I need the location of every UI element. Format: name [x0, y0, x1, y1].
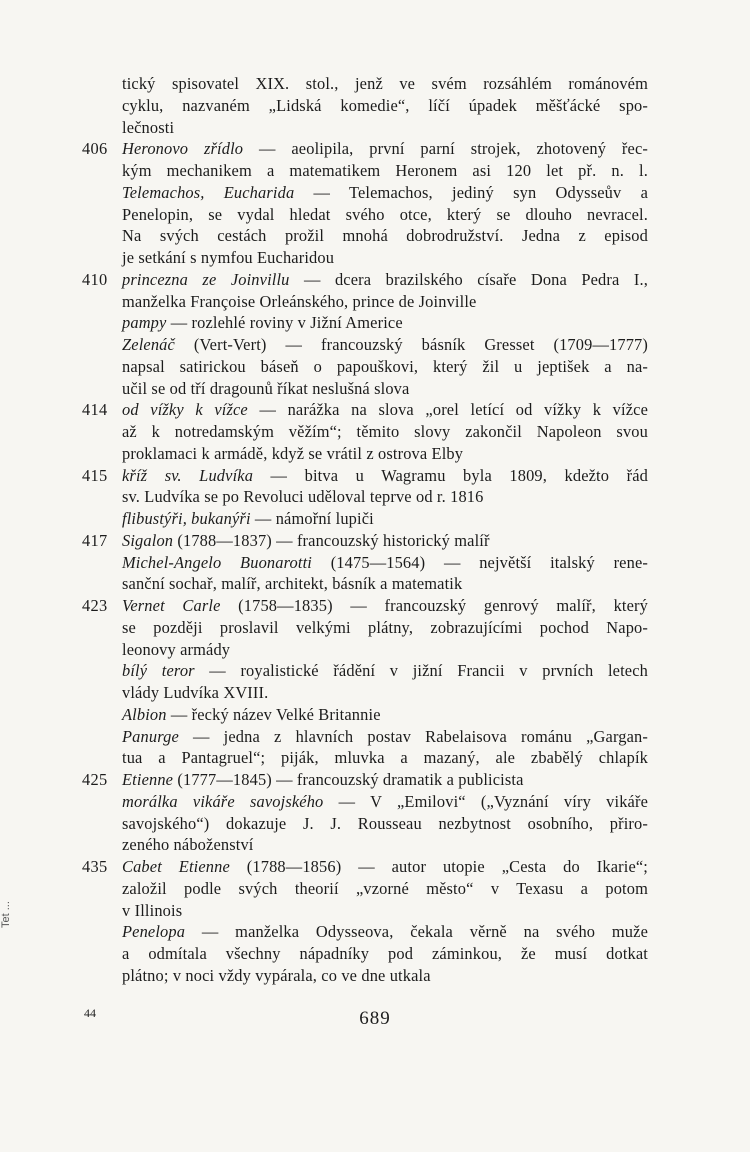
note-line	[122, 335, 648, 355]
note-text: kým mechanikem a matematikem Heronem asi 120 let př. n. l.	[122, 161, 648, 180]
note-term: pampy	[122, 313, 167, 333]
note-text: vlády Ludvíka XVIII.	[122, 683, 269, 702]
note-line	[122, 922, 648, 942]
note-line	[122, 96, 648, 116]
note-line	[122, 596, 648, 616]
note-text: (1777—1845) — francouzský dramatik a publicista	[173, 770, 524, 789]
note-line	[122, 879, 648, 899]
note-line	[122, 814, 648, 834]
note-text: — royalistické řádění v jižní Francii v prvních letech	[194, 661, 648, 681]
note-text: — bitva u Wagramu byla 1809, kdežto řád	[253, 465, 648, 485]
note-text: napsal satirickou báseň o papouškovi, který žil u jeptišek a na-	[122, 356, 648, 376]
note-line	[122, 509, 648, 529]
note-text: (1475—1564) — největší italský rene-	[311, 552, 648, 572]
note-text: proklamaci k armádě, když se vrátil z ostrova Elby	[122, 443, 464, 463]
note-term: Cabet Etienne	[122, 857, 230, 876]
note-text: — manželka Odysseova, čekala věrně na svého muže	[185, 922, 648, 942]
note-line	[122, 618, 648, 638]
note-line	[122, 379, 648, 399]
signature-mark: 44	[84, 1006, 96, 1020]
note-line	[122, 640, 648, 660]
note-line	[122, 183, 648, 203]
note-text: Penelopin, se vydal hledat svého otce, který se dlouho nevracel.	[122, 204, 648, 224]
note-text: lečnosti	[122, 117, 175, 137]
note-text: se později proslavil velkými plátny, zobrazujícími pochod Napo-	[122, 617, 648, 637]
note-page-reference: 417	[82, 530, 108, 550]
note-line	[122, 748, 648, 768]
note-page-reference: 406	[82, 139, 108, 159]
note-text: Na svých cestách prožil mnohá dobrodružství. Jedna z episod	[122, 226, 648, 246]
note-line	[122, 901, 648, 921]
note-term: Etienne	[122, 770, 174, 789]
note-text: tua a Pantagruel“; piják, mluvka a mazaný, ale zbabělý chlapík	[122, 748, 648, 768]
note-line	[122, 944, 648, 964]
note-line	[122, 857, 648, 877]
note-text: v Illinois	[122, 900, 183, 920]
note-line	[122, 161, 648, 181]
note-term: Heronovo zřídlo	[122, 139, 244, 159]
note-line	[122, 74, 648, 94]
note-page-reference: 415	[82, 465, 108, 485]
note-line	[122, 661, 648, 681]
note-text: sanční sochař, malíř, architekt, básník a matematik	[122, 574, 463, 594]
note-line	[122, 966, 648, 986]
note-page-reference: 423	[82, 596, 108, 615]
note-line	[122, 705, 648, 725]
note-text: sv. Ludvíka se po Revoluci uděloval teprve od r. 1816	[122, 487, 484, 507]
page-number: 689	[359, 1008, 391, 1029]
note-line	[122, 444, 648, 464]
note-text: — rozlehlé roviny v Jižní Americe	[166, 313, 403, 333]
margin-mark: Tet ...	[0, 901, 12, 928]
note-term: od vížky k vížce	[122, 400, 248, 420]
note-text: (1758—1835) — francouzský genrový malíř, který	[220, 596, 648, 615]
note-line	[122, 574, 648, 594]
note-text: — narážka na slova „orel letící od vížky k vížce	[247, 400, 648, 420]
note-text: učil se od tří dragounů říkat neslušná slova	[122, 378, 410, 398]
note-line	[122, 770, 648, 790]
note-text: — jedna z hlavních postav Rabelaisova románu „Gargan-	[178, 726, 648, 746]
note-text: až k notredamským věžím“; těmito slovy zakončil Napoleon svou	[122, 422, 648, 441]
note-line	[122, 118, 648, 138]
note-line	[122, 727, 648, 747]
note-line	[122, 357, 648, 377]
note-text: a odmítala všechny nápadníky pod záminkou, že musí dotkat	[122, 944, 648, 963]
note-line	[122, 531, 648, 551]
note-term: Telemachos, Eucharida	[122, 182, 295, 202]
note-line	[122, 683, 648, 703]
note-line	[122, 313, 648, 333]
note-text: založil podle svých theorií „vzorné město“ v Texasu a potom	[122, 878, 648, 898]
note-term: Vernet Carle	[122, 596, 221, 615]
note-text: (1788—1837) — francouzský historický malíř	[173, 530, 490, 550]
note-line	[122, 248, 648, 268]
note-text: — aeolipila, první parní strojek, zhotovený řec-	[243, 139, 648, 159]
note-line	[122, 422, 648, 442]
note-text: — dcera brazilského císaře Dona Pedra I.,	[289, 269, 648, 289]
note-text: leonovy armády	[122, 639, 231, 659]
note-text: — V „Emilovi“ („Vyznání víry vikáře	[323, 791, 648, 811]
note-page-reference: 425	[82, 770, 108, 789]
note-line	[122, 792, 648, 812]
note-text: — námořní lupiči	[250, 509, 374, 528]
note-term: morálka vikáře savojského	[122, 791, 324, 811]
note-line	[122, 292, 648, 312]
note-text: je setkání s nymfou Eucharidou	[122, 248, 335, 267]
note-term: bílý teror	[122, 661, 195, 681]
note-text: plátno; v noci vždy vypárala, co ve dne utkala	[122, 965, 431, 985]
note-line	[122, 835, 648, 855]
note-term: Zelenáč	[122, 335, 175, 354]
note-text: — řecký název Velké Britannie	[166, 704, 381, 724]
note-line	[122, 487, 648, 507]
note-line	[122, 270, 648, 290]
note-line	[122, 400, 648, 420]
note-text: tický spisovatel XIX. stol., jenž ve svém rozsáhlém románovém	[122, 74, 648, 93]
note-text: — Telemachos, jediný syn Odysseův a	[294, 182, 648, 202]
note-line	[122, 466, 648, 486]
note-term: Penelopa	[122, 922, 186, 942]
note-text: (Vert-Vert) — francouzský básník Gresset (1709—1777)	[174, 335, 648, 354]
note-line	[122, 205, 648, 225]
note-line	[122, 226, 648, 246]
note-line	[122, 553, 648, 573]
note-term: Albion	[122, 704, 167, 724]
note-page-reference: 435	[82, 857, 108, 876]
note-text: manželka Françoise Orleánského, prince de Joinville	[122, 291, 477, 311]
note-text: savojského“) dokazuje J. J. Rousseau nezbytnost osobního, přiro-	[122, 813, 648, 833]
note-text: cyklu, nazvaném „Lidská komedie“, líčí úpadek měšťácké spo-	[122, 95, 648, 115]
note-text: zeného náboženství	[122, 835, 254, 855]
note-page-reference: 414	[82, 400, 108, 420]
note-page-reference: 410	[82, 269, 108, 289]
note-term: princezna ze Joinvillu	[122, 269, 290, 289]
note-term: flibustýři, bukanýři	[122, 509, 251, 528]
note-line	[122, 139, 648, 159]
note-term: Panurge	[122, 726, 179, 746]
note-term: kříž sv. Ludvíka	[122, 465, 254, 485]
note-text: (1788—1856) — autor utopie „Cesta do Ikarie“;	[229, 857, 648, 876]
note-term: Sigalon	[122, 530, 174, 550]
note-term: Michel-Angelo Buonarotti	[122, 552, 312, 572]
